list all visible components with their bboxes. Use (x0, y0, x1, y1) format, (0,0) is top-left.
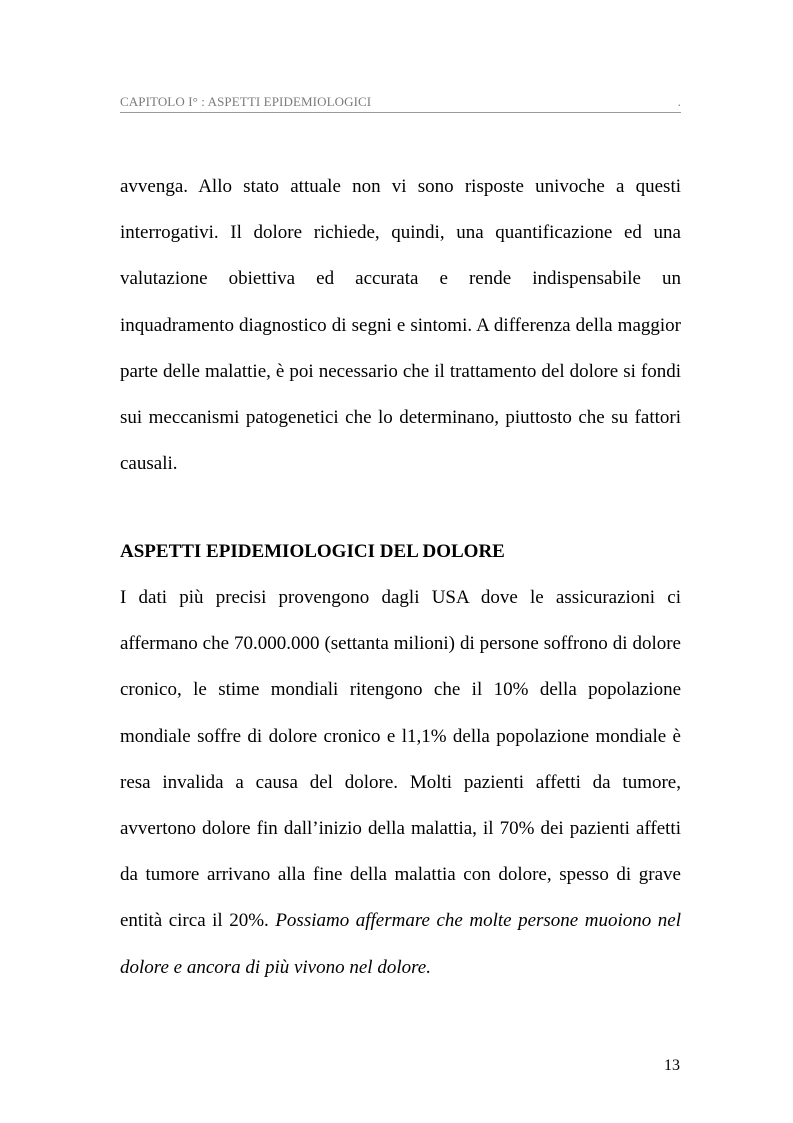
paragraph-2-text: I dati più precisi provengono dagli USA dove le assicurazioni ci affermano che 70.000.000 (settanta milioni) di persone soffrono di dolore cronico, le stime mondiali ritengono che il 10% della popolazione mondiale soffre di dolore cronico e l1,1% della popolazione mondiale è resa invalida a causa del dolore. Molti pazienti affetti da tumore, avvertono dolore fin dall’inizio della malattia, il 70% dei pazienti affetti da tumore arrivano alla fine della malattia con dolore, spesso di grave entità circa il 20%. (120, 587, 681, 932)
running-header (120, 94, 681, 113)
page-number: 13 (664, 1057, 680, 1074)
section-heading: ASPETTI EPIDEMIOLOGICI DEL DOLORE (120, 541, 505, 562)
paragraph-2-italic-text: Possiamo affermare che molte persone muoiono nel dolore e ancora di più vivono nel dolore. (120, 910, 681, 978)
header-trailing-mark: . (677, 94, 681, 109)
chapter-title: CAPITOLO I° : ASPETTI EPIDEMIOLOGICI (120, 94, 372, 109)
paragraph-1: avvenga. Allo stato attuale non vi sono risposte univoche a questi interrogativi. Il dolore richiede, quindi, una quantificazione ed una valutazione obiettiva ed accurata e rende indispensabile un inquadramento diagnostico di segni e sintomi. A differenza della maggior parte delle malattie, è poi necessario che il trattamento del dolore si fondi sui meccanismi patogenetici che lo determinano, piuttosto che su fattori causali. (120, 176, 681, 475)
paragraph-2 (120, 575, 681, 991)
